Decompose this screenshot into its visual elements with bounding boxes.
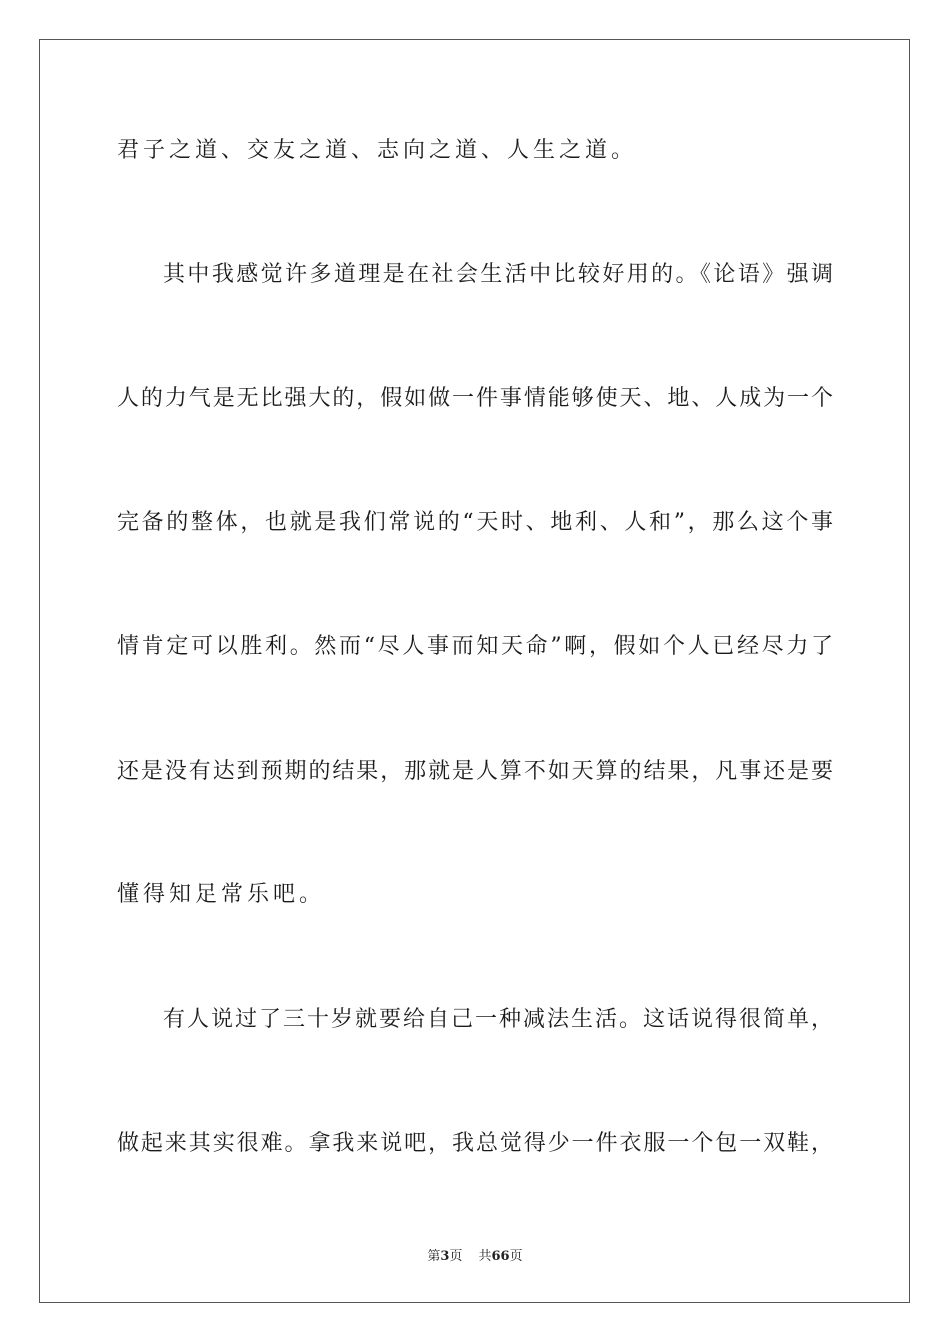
text-line-1: 君子之道、交友之道、志向之道、人生之道。 [117, 138, 638, 163]
text-line-5: 情肯定可以胜利。然而“尽人事而知天命”啊，假如个人已经尽力了 [117, 634, 833, 659]
text-line-4: 完备的整体，也就是我们常说的“天时、地利、人和”，那么这个事 [117, 510, 833, 535]
page-border [39, 39, 910, 1303]
footer-page-suffix: 页 [449, 1249, 463, 1264]
page-footer [0, 1248, 950, 1266]
footer-page-number: 3 [440, 1249, 450, 1264]
text-line-7: 懂得知足常乐吧。 [117, 882, 326, 907]
footer-total-suffix: 页 [509, 1249, 523, 1264]
footer-total-prefix: 共 [478, 1249, 492, 1264]
text-line-6: 还是没有达到预期的结果，那就是人算不如天算的结果，凡事还是要 [117, 759, 833, 784]
footer-total-pages: 66 [491, 1249, 510, 1264]
text-line-8: 有人说过了三十岁就要给自己一种减法生活。这话说得很简单， [163, 1007, 833, 1032]
text-line-3: 人的力气是无比强大的，假如做一件事情能够使天、地、人成为一个 [117, 386, 833, 411]
text-line-2: 其中我感觉许多道理是在社会生活中比较好用的。《论语》强调 [163, 262, 833, 287]
text-line-9: 做起来其实很难。拿我来说吧，我总觉得少一件衣服一个包一双鞋， [117, 1131, 833, 1156]
footer-page-prefix: 第 [427, 1249, 441, 1264]
